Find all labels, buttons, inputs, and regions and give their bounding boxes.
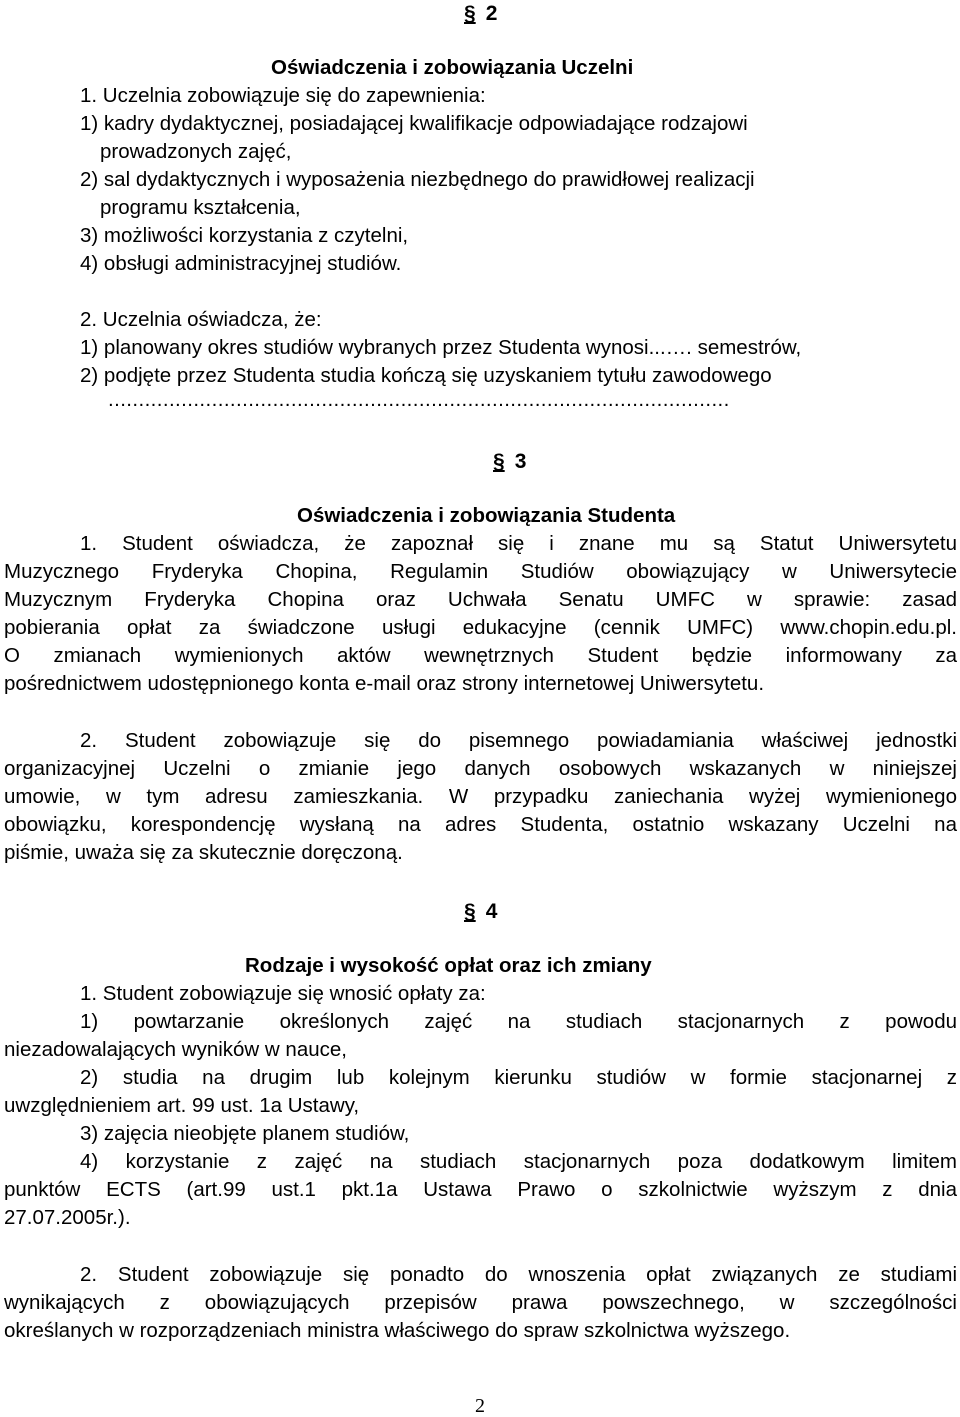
s3-p2-line: obowiązku, korespondencję wysłaną na adres Studenta, ostatnio wskazany Uczelni na bbox=[4, 813, 957, 836]
s3-p1-line: O zmianach wymienionych aktów wewnętrznych Student będzie informowany za bbox=[4, 644, 957, 667]
s4-p1-line: 2) studia na drugim lub kolejnym kierunku studiów w formie stacjonarnej z bbox=[80, 1066, 957, 1089]
s4-p2-line: wynikających z obowiązujących przepisów prawa powszechnego, w szczególności bbox=[4, 1291, 957, 1314]
section-symbol: § bbox=[493, 450, 505, 473]
s4-p2-line: 2. Student zobowiązuje się ponadto do wnoszenia opłat związanych ze studiami bbox=[80, 1263, 957, 1286]
s2-p1-line: prowadzonych zajęć, bbox=[100, 140, 292, 163]
s4-p1-intro: 1. Student zobowiązuje się wnosić opłaty za: bbox=[80, 982, 486, 1005]
s4-p1-line: 3) zajęcia nieobjęte planem studiów, bbox=[80, 1122, 410, 1145]
s3-p1-line: pośrednictwem udostępnionego konta e-mail oraz strony internetowej Uniwersytetu. bbox=[4, 672, 765, 695]
s3-p2-line: 2. Student zobowiązuje się do pisemnego powiadamiania właściwej jednostki bbox=[80, 729, 957, 752]
s2-p1-line: 4) obsługi administracyjnej studiów. bbox=[80, 252, 402, 275]
s2-p1-line: 1) kadry dydaktycznej, posiadającej kwalifikacje odpowiadające rodzajowi bbox=[80, 112, 748, 135]
s3-p2-line: piśmie, uważa się za skutecznie doręczoną. bbox=[4, 841, 403, 864]
s3-p1-line: Muzycznego Fryderyka Chopina, Regulamin Studiów obowiązujący w Uniwersytecie bbox=[4, 560, 957, 583]
s2-p2-line: 1) planowany okres studiów wybranych przez Studenta wynosi...…. semestrów, bbox=[80, 336, 802, 359]
s2-p1-line: programu kształcenia, bbox=[100, 196, 301, 219]
s3-p2-line: umowie, w tym adresu zamieszkania. W przypadku zaniechania wyżej wymienionego bbox=[4, 785, 957, 808]
s4-p1-line: 4) korzystanie z zajęć na studiach stacjonarnych poza dodatkowym limitem bbox=[80, 1150, 957, 1173]
s2-p1-intro: 1. Uczelnia zobowiązuje się do zapewnienia: bbox=[80, 84, 486, 107]
s2-p2-intro: 2. Uczelnia oświadcza, że: bbox=[80, 308, 322, 331]
section-number: 2 bbox=[485, 2, 498, 25]
s2-p2-dots: ...................................................................................................... bbox=[108, 388, 730, 411]
s2-p1-line: 2) sal dydaktycznych i wyposażenia niezbędnego do prawidłowej realizacji bbox=[80, 168, 755, 191]
page-number: 2 bbox=[475, 1395, 485, 1417]
s4-p1-line: 27.07.2005r.). bbox=[4, 1206, 131, 1229]
section-marker-3 bbox=[493, 448, 526, 476]
section-symbol: § bbox=[464, 900, 476, 923]
s2-p2-line: 2) podjęte przez Studenta studia kończą się uzyskaniem tytułu zawodowego bbox=[80, 364, 772, 387]
section-4-title: Rodzaje i wysokość opłat oraz ich zmiany bbox=[245, 954, 652, 977]
s4-p1-line: 1) powtarzanie określonych zajęć na studiach stacjonarnych z powodu bbox=[80, 1010, 957, 1033]
section-3-title: Oświadczenia i zobowiązania Studenta bbox=[297, 504, 676, 527]
s3-p1-line: pobierania opłat za świadczone usługi edukacyjne (cennik UMFC) www.chopin.edu.pl. bbox=[4, 616, 957, 639]
section-marker-4 bbox=[464, 898, 497, 926]
s3-p1-line: 1. Student oświadcza, że zapoznał się i znane mu są Statut Uniwersytetu bbox=[80, 532, 957, 555]
s4-p2-line: określanych w rozporządzeniach ministra właściwego do spraw szkolnictwa wyższego. bbox=[4, 1319, 791, 1342]
s4-p1-line: punktów ECTS (art.99 ust.1 pkt.1a Ustawa Prawo o szkolnictwie wyższym z dnia bbox=[4, 1178, 957, 1201]
s3-p2-line: organizacyjnej Uczelni o zmianie jego danych osobowych wskazanych w niniejszej bbox=[4, 757, 957, 780]
section-number: 4 bbox=[485, 900, 498, 923]
s4-p1-line: niezadowalających wyników w nauce, bbox=[4, 1038, 347, 1061]
section-symbol: § bbox=[464, 2, 476, 25]
s3-p1-line: Muzycznym Fryderyka Chopina oraz Uchwała Senatu UMFC w sprawie: zasad bbox=[4, 588, 957, 611]
section-2-title: Oświadczenia i zobowiązania Uczelni bbox=[271, 56, 634, 79]
s4-p1-line: uwzględnieniem art. 99 ust. 1a Ustawy, bbox=[4, 1094, 360, 1117]
section-marker-2 bbox=[464, 0, 497, 28]
section-number: 3 bbox=[514, 450, 527, 473]
s2-p1-line: 3) możliwości korzystania z czytelni, bbox=[80, 224, 409, 247]
